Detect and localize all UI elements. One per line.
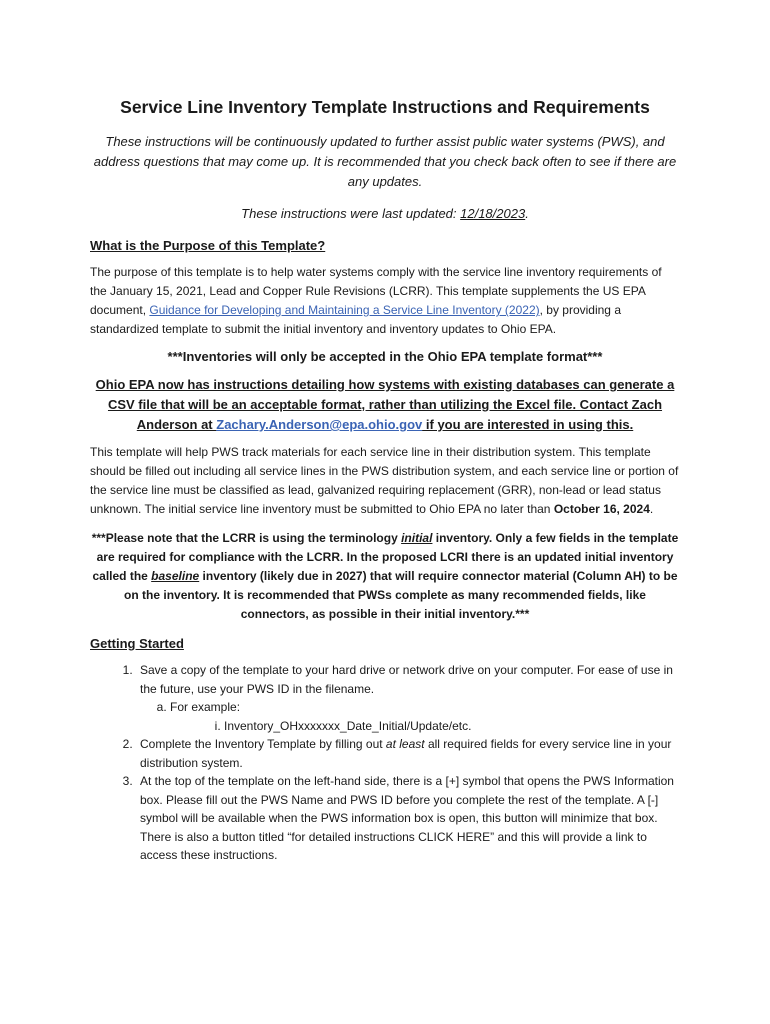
guidance-link[interactable]: Guidance for Developing and Maintaining a Service Line Inventory (2022) [149,303,540,317]
getting-started-heading: Getting Started [90,636,184,651]
tracking-paragraph [90,443,680,519]
purpose-paragraph [90,263,680,339]
lcrr-note-part1: ***Please note that the LCRR is using the terminology [91,531,402,545]
lcrr-note [90,529,680,624]
csv-notice-end: if you are interested in using this. [422,417,634,432]
step-2-text-before: Complete the Inventory Template by filling out [140,737,386,751]
last-updated-line [90,204,680,224]
list-item [224,717,680,736]
format-notice: ***Inventories will only be accepted in the Ohio EPA template format*** [167,349,603,364]
page-title: Service Line Inventory Template Instructions and Requirements [120,97,650,117]
intro-paragraph: These instructions will be continuously updated to further assist public water systems (PWS), and address questions that may come up. It is recommended that you check back often to see if there are any updates. [93,134,677,189]
getting-started-list [90,661,680,865]
lcrr-note-part3: inventory (likely due in 2027) that will require connector material (Column AH) to be on the inventory. It is recommended that PWSs complete as many recommended fields, like connectors, as possible in their initial inventory.*** [124,569,678,621]
csv-notice-text: Ohio EPA now has instructions detailing how systems with existing databases can generate a CSV file that will be an acceptable format, rather than utilizing the Excel file. Contact Zach Anderson at [95,377,675,432]
step-2-text-after: all required fields for every service line in your distribution system. [140,737,672,770]
list-item [136,772,680,865]
contact-email-link[interactable]: Zachary.Anderson@epa.ohio.gov [216,417,423,432]
step-1a-sublist [170,717,680,736]
tracking-end: . [649,502,654,516]
step-1-text: Save a copy of the template to your hard drive or network drive on your computer. For ease of use in the future, use your PWS ID in the filename. [140,663,673,696]
filename-example: Inventory_OHxxxxxxx_Date_Initial/Update/etc. [224,718,472,733]
purpose-heading: What is the Purpose of this Template? [90,238,326,253]
step-2-emphasis: at least [385,737,425,751]
purpose-text-after: , by providing a standardized template to submit the initial inventory and inventory updates to Ohio EPA. [90,303,621,336]
submission-deadline: October 16, 2024 [553,502,650,516]
initial-term: initial [401,531,433,545]
list-item [136,735,680,772]
last-updated-date: 12/18/2023 [460,206,526,221]
step-3-text: At the top of the template on the left-hand side, there is a [+] symbol that opens the PWS Information box. Please fill out the PWS Name and PWS ID before you complete the rest of the template. A [-] symbol will be available when the PWS information box is open, this button will minimize that box. There is also a button titled “for detailed instructions CLICK HERE” and this will provide a link to access these instructions. [140,774,674,862]
last-updated-prefix: These instructions were last updated: [241,206,461,221]
step-1a-text: For example: [170,700,241,714]
step-1-sublist [140,698,680,735]
list-item [170,698,680,735]
tracking-text: This template will help PWS track materials for each service line in their distribution system. This template should be filled out including all service lines in the PWS distribution system, and each service line or portion of the service line must be classified as lead, galvanized requiring replacement (GRR), non-lead or lead status unknown. The initial service line inventory must be submitted to Ohio EPA no later than [90,445,679,516]
lcrr-note-part2: inventory. Only a few fields in the template are required for compliance with the LCRR. In the proposed LCRI there is an updated initial inventory called the [92,531,679,583]
baseline-term: baseline [151,569,200,583]
list-item [136,661,680,735]
purpose-text-before: The purpose of this template is to help water systems comply with the service line inventory requirements of the January 15, 2021, Lead and Copper Rule Revisions (LCRR). This template supplements the US EPA document, [90,265,662,317]
csv-notice [90,375,680,435]
last-updated-suffix: . [525,206,529,221]
